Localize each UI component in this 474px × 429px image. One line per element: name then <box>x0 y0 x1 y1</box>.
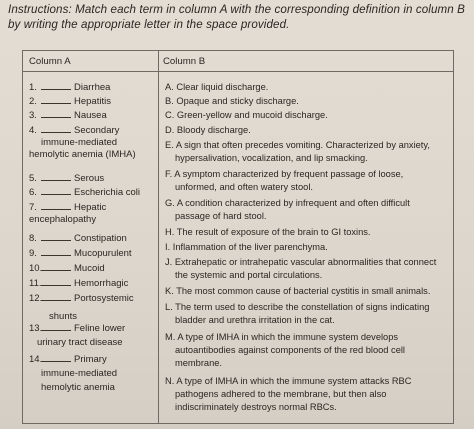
term-number: 7. <box>29 202 37 213</box>
term-row <box>29 172 155 185</box>
term-row <box>29 124 155 161</box>
term-row <box>29 109 155 122</box>
definition-item: D. Bloody discharge. <box>165 125 251 135</box>
header-divider <box>23 71 453 72</box>
definition-continuation: bladder and urethra irritation in the cat. <box>175 315 335 325</box>
matching-table <box>22 50 454 424</box>
term-label: Nausea <box>74 110 107 121</box>
term-label: Hepatitis <box>74 96 111 107</box>
term-continuation: urinary tract disease <box>37 337 123 348</box>
term-row <box>29 353 155 394</box>
column-divider <box>158 51 159 423</box>
definition-item: K. The most common cause of bacterial cystitis in small animals. <box>165 286 431 296</box>
term-number: 10. <box>29 263 43 274</box>
term-number: 12. <box>29 293 43 304</box>
term-number: 5. <box>29 173 37 184</box>
definition-item: H. The result of exposure of the brain to GI toxins. <box>165 227 371 237</box>
answer-blank[interactable] <box>41 232 71 241</box>
definition-continuation: pathogens adhered to the membrane, but then also <box>175 389 387 399</box>
term-row <box>29 81 155 94</box>
definition-item: I. Inflammation of the liver parenchyma. <box>165 242 328 252</box>
answer-blank[interactable] <box>41 81 71 90</box>
definition-continuation: the systemic and portal circulations. <box>175 270 323 280</box>
term-row <box>29 262 155 275</box>
answer-blank[interactable] <box>41 247 71 256</box>
term-number: 4. <box>29 125 37 136</box>
definition-item <box>165 331 449 370</box>
instructions-line-2: by writing the appropriate letter in the space provided. <box>8 18 290 31</box>
definition-item <box>165 301 449 327</box>
definition-text: L. The term used to describe the constellation of signs indicating <box>165 302 430 312</box>
definition-item <box>165 168 449 194</box>
term-continuation: hemolytic anemia (IMHA) <box>29 149 136 160</box>
term-label: Serous <box>74 173 105 184</box>
term-number: 9. <box>29 248 37 259</box>
term-continuation: immune-mediated <box>41 137 118 148</box>
definition-continuation: hypersalivation, vocalization, and lip smacking. <box>175 153 368 163</box>
answer-blank[interactable] <box>41 322 71 331</box>
definition-item <box>165 256 449 282</box>
answer-blank[interactable] <box>41 95 71 104</box>
instructions <box>8 2 468 32</box>
answer-blank[interactable] <box>41 277 71 286</box>
term-label: Constipation <box>74 233 127 244</box>
definition-continuation: autoantibodies against components of the red blood cell <box>175 345 405 355</box>
term-row <box>29 201 155 226</box>
definition-text: N. A type of IMHA in which the immune system attacks RBC <box>165 376 412 386</box>
term-label: Mucopurulent <box>74 248 132 259</box>
term-label: Feline lower <box>74 323 126 334</box>
term-number: 8. <box>29 233 37 244</box>
term-number: 11. <box>29 278 42 289</box>
term-continuation: encephalopathy <box>29 214 97 225</box>
term-number: 13. <box>29 323 43 334</box>
term-row <box>29 322 155 349</box>
column-a-header: Column A <box>29 56 71 67</box>
instructions-line-1: Instructions: Match each term in column A with the corresponding definition in column B <box>8 3 465 16</box>
term-label: Diarrhea <box>74 82 111 93</box>
term-label: Mucoid <box>74 263 105 274</box>
term-label: Primary <box>74 354 107 365</box>
definition-item: A. Clear liquid discharge. <box>165 82 269 92</box>
answer-blank[interactable] <box>41 262 71 271</box>
definition-item: B. Opaque and sticky discharge. <box>165 96 299 106</box>
definition-text: M. A type of IMHA in which the immune system develops <box>165 332 399 342</box>
answer-blank[interactable] <box>41 353 71 362</box>
term-row <box>29 277 155 290</box>
term-continuation: immune-mediated <box>41 368 118 379</box>
definition-continuation: unformed, and often watery stool. <box>175 182 313 192</box>
definition-item <box>165 139 449 165</box>
term-row <box>29 292 155 323</box>
column-b-header: Column B <box>163 56 206 67</box>
term-number: 6. <box>29 187 37 198</box>
term-number: 2. <box>29 96 37 107</box>
answer-blank[interactable] <box>41 186 71 195</box>
term-label: Hemorrhagic <box>74 278 129 289</box>
term-row <box>29 232 155 245</box>
definition-continuation: indiscriminately destroys normal RBCs. <box>175 402 337 412</box>
definition-text: E. A sign that often precedes vomiting. Characterized by anxiety, <box>165 140 430 150</box>
term-label: Escherichia coli <box>74 187 140 198</box>
term-continuation: shunts <box>49 311 77 322</box>
answer-blank[interactable] <box>41 172 71 181</box>
definition-continuation: membrane. <box>175 358 223 368</box>
term-label: Hepatic <box>74 202 107 213</box>
term-row <box>29 186 155 199</box>
term-row <box>29 95 155 108</box>
term-continuation: hemolytic anemia <box>41 382 115 393</box>
definition-text: F. A symptom characterized by frequent passage of loose, <box>165 169 404 179</box>
term-number: 14. <box>29 354 43 365</box>
term-label: Secondary <box>74 125 120 136</box>
definition-text: J. Extrahepatic or intrahepatic vascular abnormalities that connect <box>165 257 437 267</box>
answer-blank[interactable] <box>41 201 71 210</box>
term-label: Portosystemic <box>74 293 134 304</box>
definition-item: C. Green-yellow and mucoid discharge. <box>165 110 328 120</box>
answer-blank[interactable] <box>41 109 71 118</box>
definition-text: G. A condition characterized by infrequent and often difficult <box>165 198 410 208</box>
answer-blank[interactable] <box>41 292 71 301</box>
term-number: 3. <box>29 110 37 121</box>
definition-item <box>165 197 449 223</box>
definition-continuation: passage of hard stool. <box>175 211 267 221</box>
term-row <box>29 247 155 260</box>
answer-blank[interactable] <box>41 124 71 133</box>
term-number: 1. <box>29 82 37 93</box>
definition-item <box>165 375 449 414</box>
